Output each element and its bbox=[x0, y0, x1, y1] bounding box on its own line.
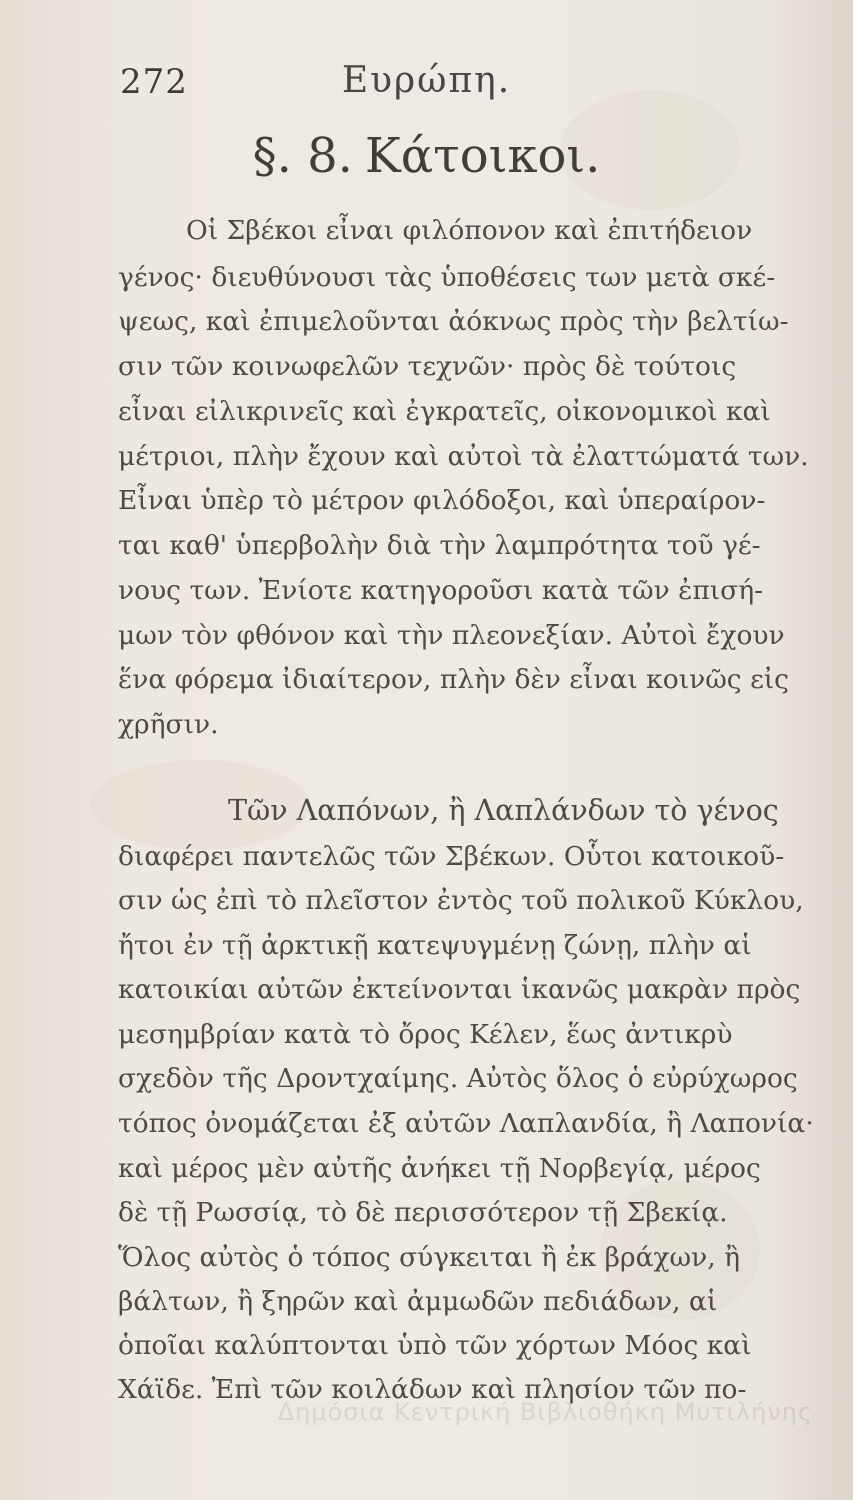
page-number: 272 bbox=[120, 62, 188, 102]
text-line: τόπος ὀνομάζεται ἐξ αὐτῶν Λαπλανδία, ἢ Λαπονία· bbox=[118, 1108, 814, 1139]
text-line: μεσημβρίαν κατὰ τὸ ὄρος Κέλεν, ἕως ἀντικρὺ bbox=[118, 1019, 733, 1050]
section-heading bbox=[0, 128, 853, 184]
text-line: σιν ὡς ἐπὶ τὸ πλεῖστον ἐντὸς τοῦ πολικοῦ Κύκλου, bbox=[118, 885, 804, 916]
text-line: γένος· διευθύνουσι τὰς ὑποθέσεις των μετὰ σκέ- bbox=[118, 262, 776, 293]
text-line: κατοικίαι αὐτῶν ἐκτείνονται ἱκανῶς μακρὰν πρὸς bbox=[118, 974, 801, 1005]
text-line: Εἶναι ὑπὲρ τὸ μέτρον φιλόδοξοι, καὶ ὑπεραίρον- bbox=[118, 485, 766, 516]
text-line: Ὅλος αὐτὸς ὁ τόπος σύγκειται ἢ ἐκ βράχων, ἢ bbox=[118, 1242, 740, 1273]
text-line: ἕνα φόρεμα ἰδιαίτερον, πλὴν δὲν εἶναι κοινῶς εἰς bbox=[118, 664, 790, 695]
text-line: διαφέρει παντελῶς τῶν Σβέκων. Οὗτοι κατοικοῦ- bbox=[118, 841, 785, 872]
text-line: Τῶν Λαπόνων, ἢ Λαπλάνδων τὸ γένος bbox=[228, 794, 779, 827]
text-line: ται καθ' ὑπερβολὴν διὰ τὴν λαμπρότητα τοῦ γέ- bbox=[118, 530, 761, 561]
text-line: βάλτων, ἢ ξηρῶν καὶ ἀμμωδῶν πεδιάδων, αἱ bbox=[118, 1286, 718, 1317]
text-line: νους των. Ἐνίοτε κατηγοροῦσι κατὰ τῶν ἐπισή- bbox=[118, 575, 764, 606]
text-line: σιν τῶν κοινωφελῶν τεχνῶν· πρὸς δὲ τούτοις bbox=[118, 351, 737, 382]
text-line: εἶναι εἰλικρινεῖς καὶ ἐγκρατεῖς, οἰκονομικοὶ καὶ bbox=[118, 396, 771, 427]
text-line: μων τὸν φθόνον καὶ τὴν πλεονεξίαν. Αὐτοὶ ἔχουν bbox=[118, 620, 785, 651]
text-line: Οἱ Σβέκοι εἶναι φιλόπονον καὶ ἐπιτήδειον bbox=[186, 215, 753, 246]
section-number: §. 8. bbox=[252, 128, 353, 184]
text-line: σχεδὸν τῆς Δροντχαίμης. Αὐτὸς ὅλος ὁ εὐρύχωρος bbox=[118, 1063, 798, 1094]
text-line: ὁποῖαι καλύπτονται ὑπὸ τῶν χόρτων Μόος καὶ bbox=[118, 1330, 752, 1361]
text-line: ψεως, καὶ ἐπιμελοῦνται ἀόκνως πρὸς τὴν βελτίω- bbox=[118, 306, 789, 337]
text-line: χρῆσιν. bbox=[118, 709, 219, 740]
section-title: Κάτοικοι. bbox=[364, 128, 601, 184]
text-line: καὶ μέρος μὲν αὐτῆς ἀνήκει τῇ Νορβεγίᾳ, μέρος bbox=[118, 1153, 761, 1184]
text-line: μέτριοι, πλὴν ἔχουν καὶ αὐτοὶ τὰ ἐλαττώματά των. bbox=[118, 441, 809, 472]
running-title: Ευρώπη. bbox=[341, 60, 512, 101]
text-line: δὲ τῇ Ρωσσίᾳ, τὸ δὲ περισσότερον τῇ Σβεκίᾳ. bbox=[118, 1197, 728, 1228]
text-line: Χάϊδε. Ἐπὶ τῶν κοιλάδων καὶ πλησίον τῶν πο- bbox=[118, 1374, 747, 1405]
library-watermark: Δημόσια Κεντρική Βιβλιοθήκη Μυτιλήνης bbox=[277, 1398, 813, 1426]
text-line: ἤτοι ἐν τῇ ἀρκτικῇ κατεψυγμένῃ ζώνῃ, πλὴν αἱ bbox=[118, 930, 752, 961]
